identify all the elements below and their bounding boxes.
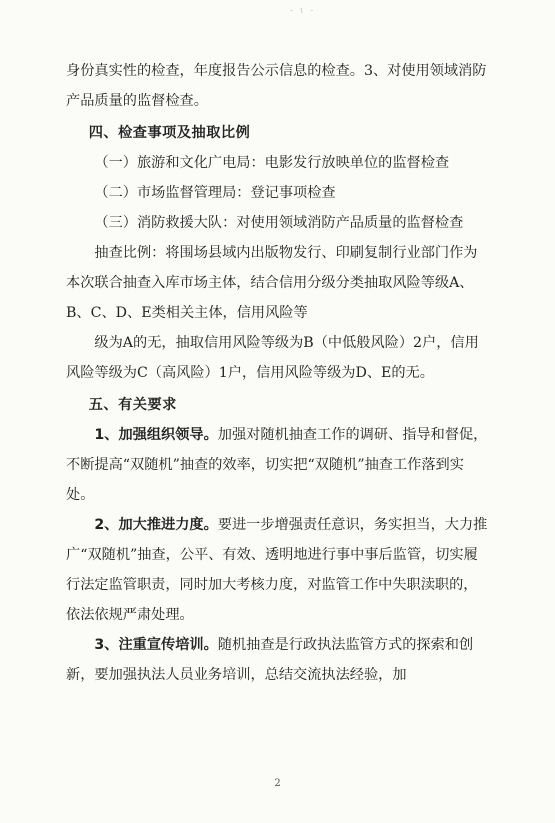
requirement-1-lead: 1、加强组织领导。 <box>94 427 218 443</box>
item-fire-rescue-brigade: （三）消防救援大队：对使用领域消防产品质量的监督检查 <box>94 215 464 231</box>
page-number: 2 <box>274 778 281 789</box>
item-tourism-culture-bureau: （一）旅游和文化广电局：电影发行放映单位的监督检查 <box>94 155 450 171</box>
requirement-2 <box>66 510 490 630</box>
paragraph-risk-levels: 级为A的无，抽取信用风险等级为B（中低般风险）2户，信用风险等级为C（高风险）1户，信用风险等级为D、E的无。 <box>66 335 479 381</box>
requirement-2-text: 要进一步增强责任意识，务实担当，大力推广“双随机”抽查，公平、有效、透明地进行事中事后监管，切实履行法定监管职责，同时加大考核力度，对监管工作中失职渎职的，依法依规严肃处理。 <box>66 517 488 623</box>
section-heading-inspection-items: 四、检查事项及抽取比例 <box>88 125 251 141</box>
requirement-1 <box>66 420 490 510</box>
requirement-2-lead: 2、加大推进力度。 <box>94 517 218 533</box>
requirement-1-text: 加强对随机抽查工作的调研、指导和督促，不断提高“双随机”抽查的效率，切实把“双随机”抽查工作落到实处。 <box>66 427 488 503</box>
item-market-supervision-bureau: （二）市场监督管理局：登记事项检查 <box>94 185 336 201</box>
requirement-3-text: 随机抽查是行政执法监管方式的探索和创新，要加强执法人员业务培训，总结交流执法经验，加 <box>66 637 474 683</box>
section-heading-requirements: 五、有关要求 <box>88 397 177 413</box>
document-body <box>66 56 490 690</box>
paragraph-sampling-ratio: 抽查比例：将围场县域内出版物发行、印刷复制行业部门作为本次联合抽查入库市场主体，结合信用分级分类抽取风险等级A、B、C、D、E类相关主体，信用风险等 <box>66 245 478 321</box>
paragraph-inspection-scope: 身份真实性的检查，年度报告公示信息的检查。3、对使用领域消防产品质量的监督检查。 <box>66 63 487 109</box>
requirement-3-lead: 3、注重宣传培训。 <box>94 637 218 653</box>
top-mark: - ι - <box>290 6 316 16</box>
requirement-3 <box>66 630 490 690</box>
